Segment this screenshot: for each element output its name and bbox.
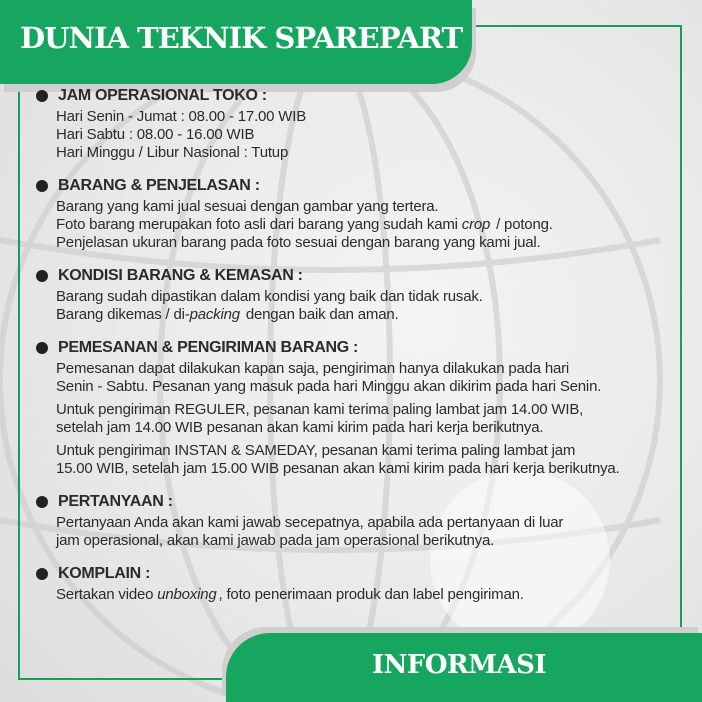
text-line [56, 126, 686, 144]
text-line [56, 234, 686, 252]
section-goods-condition [36, 266, 686, 324]
text-segment: , foto penerimaan produk dan label pengiriman. [218, 586, 524, 603]
text-segment: Hari Minggu / Libur Nasional : Tutup [56, 144, 289, 161]
section-heading [36, 176, 686, 196]
section-heading-text: BARANG & PENJELASAN : [58, 177, 260, 194]
text-segment: setelah jam 14.00 WIB pesanan akan kami kirim pada hari kerja berikutnya. [56, 419, 544, 436]
text-line [56, 532, 686, 550]
bullet-icon [36, 270, 48, 282]
section-heading [36, 338, 686, 358]
text-segment: Pemesanan dapat dilakukan kapan saja, pengiriman hanya dilakukan pada hari [56, 360, 570, 377]
text-segment: / potong. [492, 216, 553, 233]
section-body [56, 108, 686, 162]
text-line [56, 378, 686, 396]
text-segment: jam operasional, akan kami jawab pada jam operasional berikutnya. [56, 532, 495, 549]
section-heading [36, 492, 686, 512]
text-line [56, 514, 686, 532]
section-heading-text: KONDISI BARANG & KEMASAN : [58, 267, 303, 284]
store-title: DUNIA TEKNIK SPAREPART [20, 21, 463, 55]
text-segment: Foto barang merupakan foto asli dari barang yang sudah kami [56, 216, 462, 233]
text-line [56, 288, 686, 306]
text-line [56, 460, 686, 478]
text-line [56, 144, 686, 162]
text-segment: Senin - Sabtu. Pesanan yang masuk pada hari Minggu akan dikirim pada hari Senin. [56, 378, 602, 395]
section-body [56, 514, 686, 550]
paragraph [56, 442, 686, 478]
paragraph [56, 198, 686, 252]
text-segment: Barang yang kami jual sesuai dengan gambar yang tertera. [56, 198, 439, 215]
text-line [56, 586, 686, 604]
text-segment: Barang sudah dipastikan dalam kondisi yang baik dan tidak rusak. [56, 288, 483, 305]
footer-title: INFORMASI [372, 650, 547, 680]
text-segment: Untuk pengiriman INSTAN & SAMEDAY, pesanan kami terima paling lambat jam [56, 442, 576, 459]
text-segment: 15.00 WIB, setelah jam 15.00 WIB pesanan akan kami kirim pada hari kerja berikutnya. [56, 460, 620, 477]
bullet-icon [36, 342, 48, 354]
paragraph [56, 401, 686, 437]
text-segment: dengan baik dan aman. [241, 306, 399, 323]
section-ordering-shipping [36, 338, 686, 478]
bullet-icon [36, 568, 48, 580]
text-segment: Penjelasan ukuran barang pada foto sesuai dengan barang yang kami jual. [56, 234, 541, 251]
section-complaints [36, 564, 686, 604]
text-segment: Untuk pengiriman REGULER, pesanan kami terima paling lambat jam 14.00 WIB, [56, 401, 584, 418]
section-body [56, 586, 686, 604]
paragraph [56, 108, 686, 162]
text-line [56, 306, 686, 324]
footer-banner [226, 633, 702, 702]
italic-term: unboxing [157, 586, 217, 603]
section-heading [36, 266, 686, 286]
text-line [56, 401, 686, 419]
section-heading-text: PEMESANAN & PENGIRIMAN BARANG : [58, 339, 359, 356]
italic-term: crop [461, 216, 491, 233]
section-body [56, 360, 686, 478]
section-goods-description [36, 176, 686, 252]
section-heading [36, 86, 686, 106]
section-heading-text: PERTANYAAN : [58, 493, 173, 510]
section-operating-hours [36, 86, 686, 162]
text-segment: Pertanyaan Anda akan kami jawab secepatnya, apabila ada pertanyaan di luar [56, 514, 564, 531]
paragraph [56, 586, 686, 604]
paragraph [56, 288, 686, 324]
section-heading-text: JAM OPERASIONAL TOKO : [58, 87, 267, 104]
text-line [56, 360, 686, 378]
text-line [56, 419, 686, 437]
section-body [56, 198, 686, 252]
text-segment: Hari Senin - Jumat : 08.00 - 17.00 WIB [56, 108, 307, 125]
section-questions [36, 492, 686, 550]
paragraph [56, 360, 686, 396]
section-heading [36, 564, 686, 584]
bullet-icon [36, 496, 48, 508]
text-segment: Hari Sabtu : 08.00 - 16.00 WIB [56, 126, 255, 143]
bullet-icon [36, 180, 48, 192]
text-segment: Barang dikemas / di- [56, 306, 190, 323]
paragraph [56, 514, 686, 550]
text-line [56, 198, 686, 216]
text-line [56, 216, 686, 234]
text-line [56, 108, 686, 126]
header-banner [0, 0, 472, 84]
text-line [56, 442, 686, 460]
italic-term: packing [189, 306, 240, 323]
info-sections [36, 86, 686, 618]
section-heading-text: KOMPLAIN : [58, 565, 151, 582]
text-segment: Sertakan video [56, 586, 158, 603]
bullet-icon [36, 90, 48, 102]
section-body [56, 288, 686, 324]
